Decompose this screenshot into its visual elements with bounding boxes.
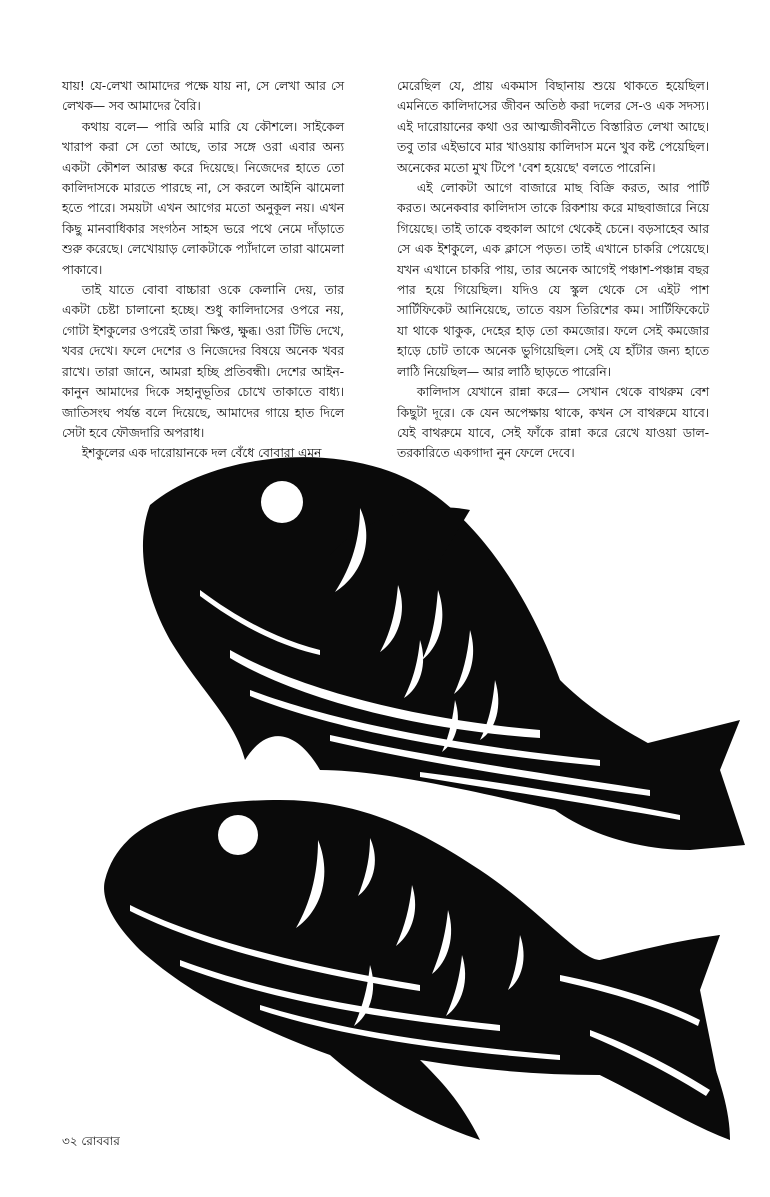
upper-fish (143, 457, 745, 850)
text-column-left (62, 76, 344, 464)
paragraph: ইশকুলের এক দারোয়ানকে দল বেঁধে বোবারা এমন (81, 445, 322, 461)
paragraph: মেরেছিল যে, প্রায় একমাস বিছানায় শুয়ে থাকতে হয়েছিল। এমনিতে কালিদাসের জীবন অতিষ্ঠ করা দলের সে-ও এক সদস্য। এই দারোয়ানের কথা ওর আত্মজীবনীতে বিস্তারিত লেখা আছে। তবু তার এইভাবে মার খাওয়ায় কালিদাস মনে খুব কষ্ট পেয়েছিল। অনেকের মতো মুখ টিপে 'বেশ হয়েছে' বলতে পারেনি। (397, 78, 709, 175)
paragraph: যায়! যে-লেখা আমাদের পক্ষে যায় না, সে লেখা আর সে লেখক— সব আমাদের বৈরি। (62, 78, 344, 114)
text-column-right (397, 76, 709, 464)
paragraph: তাই যাতে বোবা বাচ্চারা ওকে কেলানি দেয়, তার একটা চেষ্টা চালানো হচ্ছে। শুধু কালিদাসের ওপরে নয়, গোটা ইশকুলের ওপরেই তারা ক্ষিপ্ত, ক্ষুব্ধ। ওরা টিভি দেখে, খবর দেখে। ফলে দেশের ও নিজেদের বিষয়ে অনেক খবর রাখে। তারা জানে, আমরা হচ্ছি প্রতিবন্ধী। দেশের আইন-কানুন আমাদের দিকে সহানুভূতির চোখে তাকাতে বাধ্য। জাতিসংঘ পর্যন্ত বলে দিয়েছে, আমাদের গায়ে হাত দিলে সেটা হবে ফৌজদারি অপরাধ। (62, 282, 344, 440)
page-footer: ৩২ রোববার (62, 1134, 120, 1148)
paragraph: কালিদাস যেখানে রান্না করে— সেখান থেকে বাথরুম বেশ কিছুটা দূরে। কে যেন অপেক্ষায় থাকে, কখন সে বাথরুমে যাবে। যেই বাথরুমে যাবে, সেই ফাঁকে রান্না করে রেখে যাওয়া ডাল-তরকারিতে একগাদা নুন ফেলে দেবে। (397, 384, 709, 461)
fish-woodcut-illustration (0, 440, 770, 1140)
paragraph: কথায় বলে— পারি অরি মারি যে কৌশলে। সাইকেল খারাপ করা সে তো আছে, তার সঙ্গে ওরা এবার অন্য একটা কৌশল আরম্ভ করে দিয়েছে। নিজেদের হাতে তো কালিদাসকে মারতে পারছে না, সে করলে আইনি ঝামেলা হতে পারে। সময়টা এখন আগের মতো অনুকূল নয়। এখন কিছু মানবাধিকার সংগঠন সাহস ভরে পথে নেমে দাঁড়াতে শুরু করেছে। লেখোয়াড় লোকটাকে প্যাঁদালে তারা ঝামেলা পাকাবে। (62, 118, 344, 277)
lower-fish (104, 800, 730, 1140)
upper-fish-eye (261, 481, 303, 523)
lower-fish-eye (218, 815, 258, 855)
paragraph: এই লোকটা আগে বাজারে মাছ বিক্রি করত, আর পার্টি করত। অনেকবার কালিদাস তাকে রিকশায় করে মাছবাজারে নিয়ে গিয়েছে। তাই তাকে বহুকাল আগে থেকেই চেনে। বড়সাহেব আর সে এক ইশকুলে, এক ক্লাসে পড়ত। তাই এখানে চাকরি পেয়েছে। যখন এখানে চাকরি পায়, তার অনেক আগেই পঞ্চাশ-পঞ্চান্ন বছর পার হয়ে গিয়েছিল। যদিও যে স্কুল থেকে সে এইট পাশ সার্টিফিকেট আনিয়েছে, তাতে বয়স তিরিশের কম। সার্টিফিকেটে যা থাকে থাকুক, দেহের হাড় তো কমজোর। ফলে সেই কমজোর হাড়ে চোট তাকে অনেক ভুগিয়েছিল। সেই যে হাঁটার জন্য হাতে লাঠি নিয়েছিল— আর লাঠি ছাড়তে পারেনি। (397, 180, 709, 379)
